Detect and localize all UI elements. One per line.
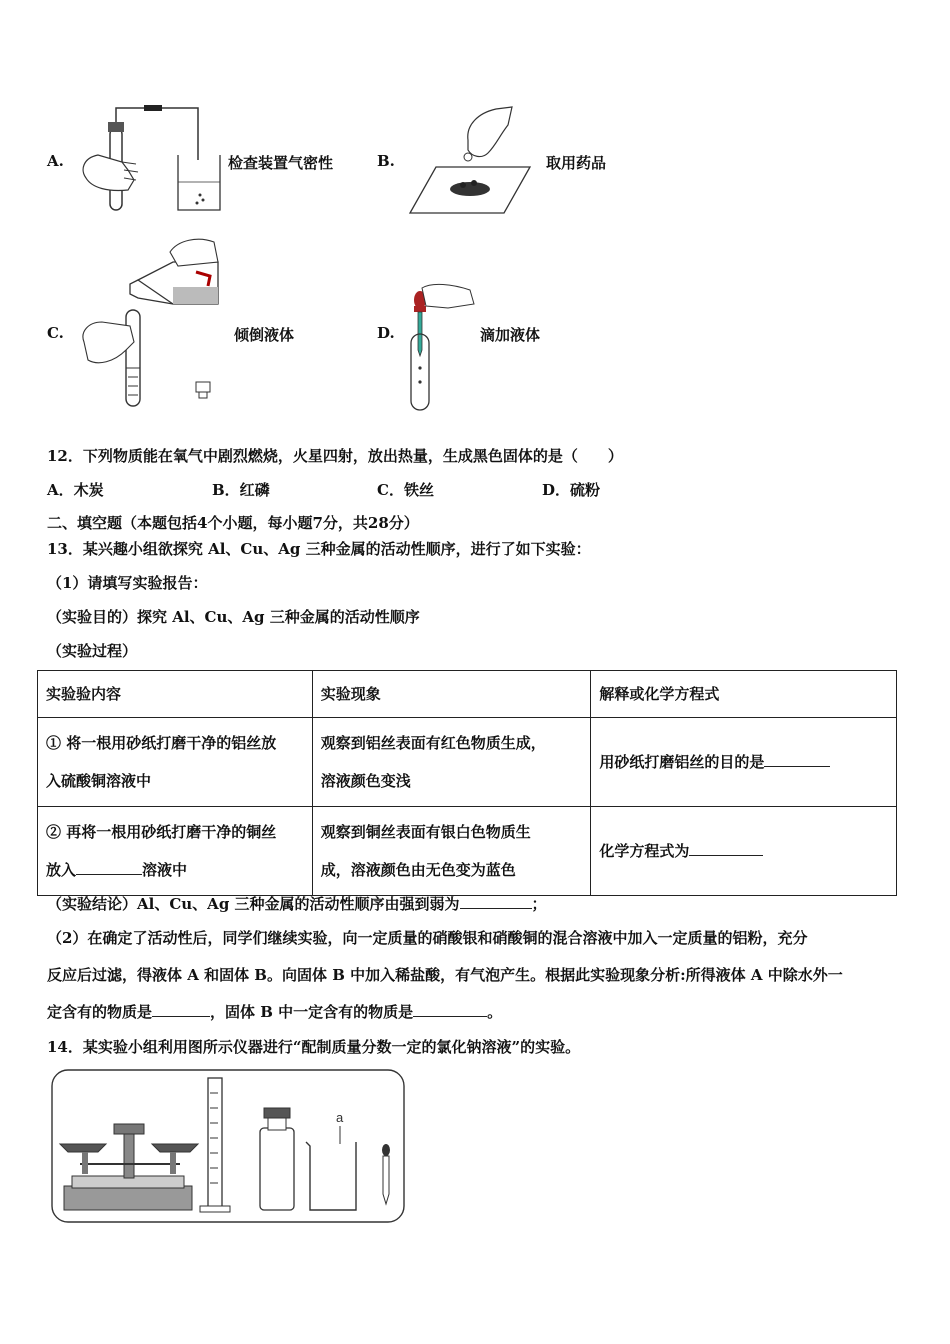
q13-part2-line2: 反应后过滤，得液体 A 和固体 B。向固体 B 中加入稀盐酸，有气泡产生。根据此实验现象分析:所得液体 A 中除水外一 bbox=[47, 966, 843, 984]
option-d-letter: D. bbox=[377, 324, 395, 342]
header-phenomenon: 实验现象 bbox=[312, 671, 591, 718]
part2-line3a: 定含有的物质是 bbox=[47, 1003, 153, 1021]
row2-content-line1: ② 再将一根用砂纸打磨干净的铜丝 bbox=[46, 823, 277, 841]
conclusion-text: （实验结论）Al、Cu、Ag 三种金属的活动性顺序由强到弱为 bbox=[47, 895, 460, 913]
option-a-letter: A. bbox=[47, 152, 64, 170]
option-a-label: 检查装置气密性 bbox=[228, 154, 334, 172]
answer-blank[interactable] bbox=[152, 1002, 210, 1017]
q13-purpose: （实验目的）探究 Al、Cu、Ag 三种金属的活动性顺序 bbox=[47, 608, 420, 626]
row1-content bbox=[38, 718, 313, 807]
part2-line3b: ，固体 B 中一定含有的物质是 bbox=[210, 1003, 414, 1021]
q12-choice-d: D．硫粉 bbox=[542, 481, 601, 499]
figure-take-chemical bbox=[408, 105, 538, 217]
answer-blank[interactable] bbox=[413, 1002, 487, 1017]
option-b-label: 取用药品 bbox=[546, 154, 607, 172]
answer-blank[interactable] bbox=[76, 860, 142, 875]
figure-lab-instruments bbox=[50, 1068, 406, 1224]
row2-content-line2b: 溶液中 bbox=[142, 861, 188, 879]
option-c-label: 倾倒液体 bbox=[234, 326, 295, 344]
answer-blank[interactable] bbox=[764, 752, 830, 767]
q13-part2-line1: （2）在确定了活动性后，同学们继续实验，向一定质量的硝酸银和硝酸铜的混合溶液中加入一定质量的铝粉，充分 bbox=[47, 929, 808, 947]
part2-line3c: 。 bbox=[487, 1003, 503, 1021]
table-header-row bbox=[38, 671, 897, 718]
q13-conclusion bbox=[47, 893, 547, 914]
beaker-label-a: a bbox=[336, 1110, 344, 1125]
q13-process: （实验过程） bbox=[47, 642, 138, 660]
row1-content-line2: 入硫酸铜溶液中 bbox=[46, 772, 152, 790]
row2-content bbox=[38, 807, 313, 896]
q12-choice-a: A．木炭 bbox=[47, 481, 104, 499]
header-explain: 解释或化学方程式 bbox=[591, 671, 897, 718]
section-heading: 二、填空题（本题包括4个小题，每小题7分，共28分） bbox=[47, 514, 419, 532]
row2-explain-text: 化学方程式为 bbox=[599, 842, 690, 860]
q12-choice-c: C．铁丝 bbox=[377, 481, 434, 499]
q13-part1: （1）请填写实验报告： bbox=[47, 574, 208, 592]
row1-phenomenon-line1: 观察到铝丝表面有红色物质生成， bbox=[320, 734, 546, 752]
q12-choice-b: B．红磷 bbox=[212, 481, 270, 499]
row2-content-line2a: 放入 bbox=[46, 861, 77, 879]
row1-explain bbox=[591, 718, 897, 807]
dropper-icon bbox=[382, 1144, 390, 1204]
row2-explain bbox=[591, 807, 897, 896]
row2-phenomenon-line2: 成，溶液颜色由无色变为蓝色 bbox=[320, 861, 516, 879]
option-d-label: 滴加液体 bbox=[480, 326, 541, 344]
experiment-table bbox=[37, 670, 897, 896]
row2-phenomenon bbox=[312, 807, 591, 896]
row1-phenomenon bbox=[312, 718, 591, 807]
q13-stem: 13．某兴趣小组欲探究 Al、Cu、Ag 三种金属的活动性顺序，进行了如下实验： bbox=[47, 540, 591, 558]
answer-blank[interactable] bbox=[460, 894, 532, 909]
row1-explain-text: 用砂纸打磨铝丝的目的是 bbox=[599, 753, 765, 771]
row2-phenomenon-line1: 观察到铜丝表面有银白色物质生 bbox=[320, 823, 531, 841]
table-row bbox=[38, 718, 897, 807]
q13-part2-line3 bbox=[47, 1001, 502, 1022]
conclusion-end: ； bbox=[531, 895, 547, 913]
figure-pour-liquid bbox=[78, 232, 228, 410]
figure-drop-liquid bbox=[408, 282, 478, 414]
row1-content-line1: ① 将一根用砂纸打磨干净的铝丝放 bbox=[46, 734, 277, 752]
row1-phenomenon-line2: 溶液颜色变浅 bbox=[320, 772, 411, 790]
q14-stem: 14．某实验小组利用图所示仪器进行“配制质量分数一定的氯化钠溶液”的实验。 bbox=[47, 1038, 581, 1056]
q12-stem: 12．下列物质能在氧气中剧烈燃烧，火星四射，放出热量，生成黑色固体的是（ ） bbox=[47, 447, 623, 465]
header-content: 实验验内容 bbox=[38, 671, 313, 718]
figure-airtightness-check bbox=[78, 100, 228, 215]
answer-blank[interactable] bbox=[689, 841, 763, 856]
option-b-letter: B. bbox=[377, 152, 395, 170]
table-row bbox=[38, 807, 897, 896]
option-c-letter: C. bbox=[47, 324, 64, 342]
